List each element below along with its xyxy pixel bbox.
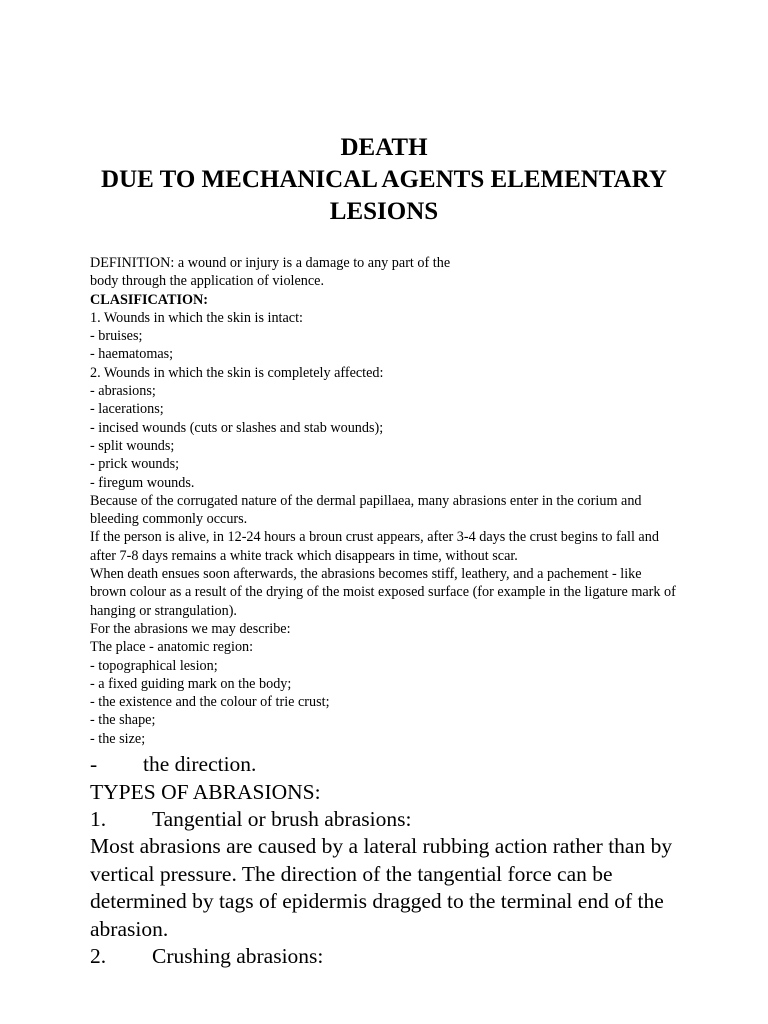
- title-line-1: DEATH: [340, 134, 428, 161]
- list-item: - firegum wounds.: [90, 474, 195, 491]
- list-item: - the size;: [90, 730, 146, 747]
- definition-line-2: body through the application of violence.: [90, 273, 325, 290]
- group1-heading: 1. Wounds in which the skin is intact:: [90, 309, 303, 326]
- list-item: - topographical lesion;: [90, 657, 218, 674]
- direction-dash: -: [90, 752, 98, 776]
- type2-text: Crushing abrasions:: [152, 944, 324, 968]
- paragraph-corrugated: Because of the corrugated nature of the dermal papillaea, many abrasions enter in the corium and bleeding commonly occurs.: [90, 492, 642, 528]
- paragraph-death: When death ensues soon afterwards, the abrasions becomes stiff, leathery, and a pachement - like brown colour as a result of the drying of the moist exposed surface (for example in the ligature mark of hanging or strangulation).: [90, 566, 676, 619]
- definition-line-1: DEFINITION: a wound or injury is a damage to any part of the: [90, 255, 451, 271]
- describe-heading: For the abrasions we may describe:: [90, 620, 291, 637]
- paragraph-alive: If the person is alive, in 12-24 hours a broun crust appears, after 3-4 days the crust begins to fall and after 7-8 days remains a white track which disappears in time, without scar.: [90, 529, 659, 564]
- direction-line: [90, 751, 690, 779]
- list-item: - bruises;: [90, 328, 143, 345]
- direction-text: the direction.: [143, 752, 257, 776]
- list-item: - haematomas;: [90, 346, 174, 363]
- list-item: - split wounds;: [90, 437, 175, 454]
- type2-heading: [90, 943, 690, 971]
- type1-paragraph: Most abrasions are caused by a lateral rubbing action rather than by vertical pressure. The direction of the tangential force can be determined by tags of epidermis dragged to the terminal end of the abrasion.: [90, 834, 673, 941]
- list-item: - the existence and the colour of trie crust;: [90, 694, 330, 711]
- list-item: - abrasions;: [90, 383, 156, 400]
- type2-number: 2.: [90, 944, 107, 968]
- list-item: - a fixed guiding mark on the body;: [90, 675, 292, 692]
- body-text: [90, 254, 680, 748]
- group2-heading: 2. Wounds in which the skin is completely affected:: [90, 364, 384, 381]
- list-item: - the shape;: [90, 712, 156, 729]
- type1-number: 1.: [90, 807, 107, 831]
- types-heading: TYPES OF ABRASIONS:: [90, 780, 321, 804]
- list-item: - incised wounds (cuts or slashes and stab wounds);: [90, 419, 384, 436]
- place-line: The place - anatomic region:: [90, 639, 254, 656]
- type1-heading: [90, 806, 690, 834]
- title-line-2: DUE TO MECHANICAL AGENTS ELEMENTARY: [101, 166, 667, 193]
- list-item: - lacerations;: [90, 401, 164, 418]
- list-item: - prick wounds;: [90, 456, 180, 473]
- title-line-3: LESIONS: [329, 198, 439, 225]
- type1-text: Tangential or brush abrasions:: [152, 807, 412, 831]
- classification-heading: CLASIFICATION:: [90, 291, 208, 308]
